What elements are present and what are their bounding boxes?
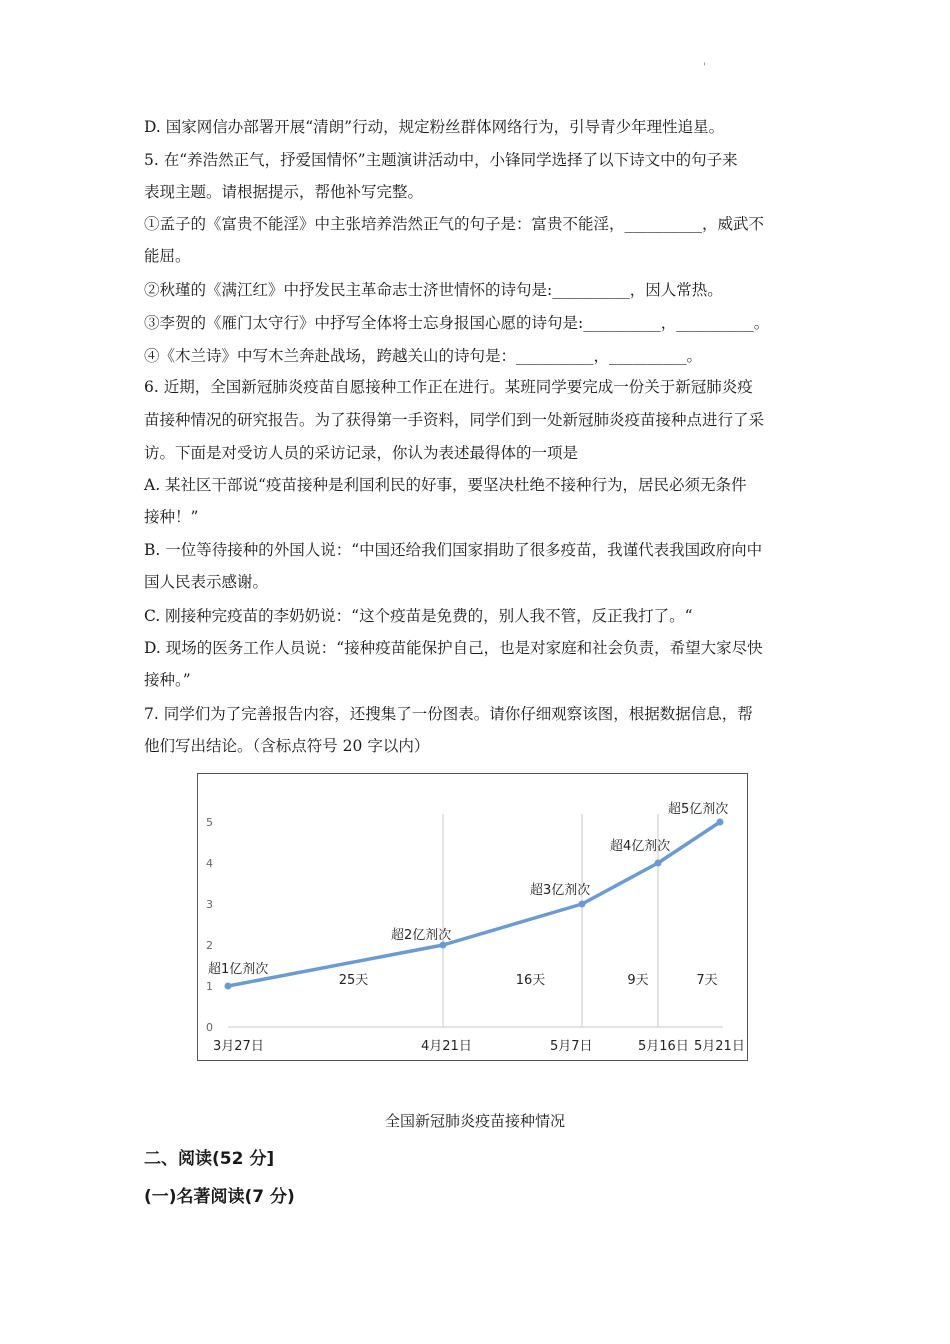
point-label: 超1亿剂次 bbox=[208, 962, 269, 977]
data-point bbox=[655, 860, 662, 867]
text-line: 接种。” bbox=[144, 671, 191, 689]
text-line: D. 现场的医务工作人员说：“接种疫苗能保护自己，也是对家庭和社会负责，希望大家尽快 bbox=[144, 639, 763, 657]
text-line: 苗接种情况的研究报告。为了获得第一手资料，同学们到一处新冠肺炎疫苗接种点进行了采 bbox=[144, 411, 765, 429]
y-tick-label: 0 bbox=[206, 1021, 213, 1034]
header-mark: ' bbox=[703, 62, 706, 73]
line-chart bbox=[198, 774, 746, 1059]
section-title: 二、阅读(52 分] bbox=[144, 1149, 275, 1169]
section-subtitle: (一)名著阅读(7 分) bbox=[144, 1187, 295, 1207]
point-label: 超5亿剂次 bbox=[668, 802, 729, 817]
x-tick-label: 5月7日 bbox=[550, 1039, 593, 1054]
text-line: 国人民表示感谢。 bbox=[144, 573, 269, 591]
text-line: 接种！” bbox=[144, 508, 199, 526]
data-point bbox=[225, 983, 232, 990]
data-point bbox=[717, 819, 724, 826]
interval-label: 9天 bbox=[627, 973, 649, 988]
x-tick-label: 3月27日 bbox=[213, 1039, 264, 1054]
interval-label: 7天 bbox=[696, 973, 718, 988]
point-label: 超3亿剂次 bbox=[530, 883, 591, 898]
text-line: ④《木兰诗》中写木兰奔赴战场，跨越关山的诗句是：__________，__________。 bbox=[144, 347, 703, 365]
text-line: 6. 近期，全国新冠肺炎疫苗自愿接种工作正在进行。某班同学要完成一份关于新冠肺炎疫 bbox=[144, 378, 753, 396]
interval-label: 25天 bbox=[338, 973, 369, 988]
text-line: C. 刚接种完疫苗的李奶奶说：“这个疫苗是免费的，别人我不管，反正我打了。“ bbox=[144, 607, 693, 625]
y-tick-label: 5 bbox=[206, 816, 213, 829]
y-tick-label: 3 bbox=[206, 898, 213, 911]
x-tick-label: 5月21日 bbox=[694, 1039, 745, 1054]
vaccination-chart bbox=[197, 773, 748, 1061]
text-line: 5. 在“养浩然正气，抒爱国情怀”主题演讲活动中，小锋同学选择了以下诗文中的句子来 bbox=[144, 151, 738, 169]
text-line: 他们写出结论。（含标点符号 20 字以内） bbox=[144, 737, 430, 755]
text-line: 7. 同学们为了完善报告内容，还搜集了一份图表。请你仔细观察该图，根据数据信息，帮 bbox=[144, 705, 753, 723]
text-line: ③李贺的《雁门太守行》中抒写全体将士忘身报国心愿的诗句是:__________，__________。 bbox=[144, 314, 770, 332]
point-label: 超4亿剂次 bbox=[610, 839, 671, 854]
text-line: ②秋瑾的《满江红》中抒发民主革命志士济世情怀的诗句是:__________，因人常热。 bbox=[144, 281, 723, 299]
text-line: B. 一位等待接种的外国人说：“中国还给我们国家捐助了很多疫苗，我谨代表我国政府向中 bbox=[144, 541, 763, 559]
interval-label: 16天 bbox=[515, 973, 546, 988]
x-tick-label: 4月21日 bbox=[421, 1039, 472, 1054]
chart-caption: 全国新冠肺炎疫苗接种情况 bbox=[384, 1112, 565, 1130]
text-line: ①孟子的《富贵不能淫》中主张培养浩然正气的句子是：富贵不能淫，__________，威武不 bbox=[144, 215, 765, 233]
text-line: 表现主题。请根据提示，帮他补写完整。 bbox=[144, 183, 424, 201]
data-point bbox=[579, 901, 586, 908]
y-tick-label: 2 bbox=[206, 939, 213, 952]
y-tick-label: 4 bbox=[206, 857, 213, 870]
point-label: 超2亿剂次 bbox=[391, 928, 452, 943]
text-line: D. 国家网信办部署开展“清朗”行动，规定粉丝群体网络行为，引导青少年理性追星。 bbox=[144, 118, 725, 136]
y-tick-label: 1 bbox=[206, 980, 213, 993]
text-line: 能屈。 bbox=[144, 247, 191, 265]
text-line: A. 某社区干部说“疫苗接种是利国利民的好事，要坚决杜绝不接种行为，居民必须无条件 bbox=[144, 476, 747, 494]
text-line: 访。下面是对受访人员的采访记录，你认为表述最得体的一项是 bbox=[144, 444, 579, 462]
x-tick-label: 5月16日 bbox=[638, 1039, 689, 1054]
